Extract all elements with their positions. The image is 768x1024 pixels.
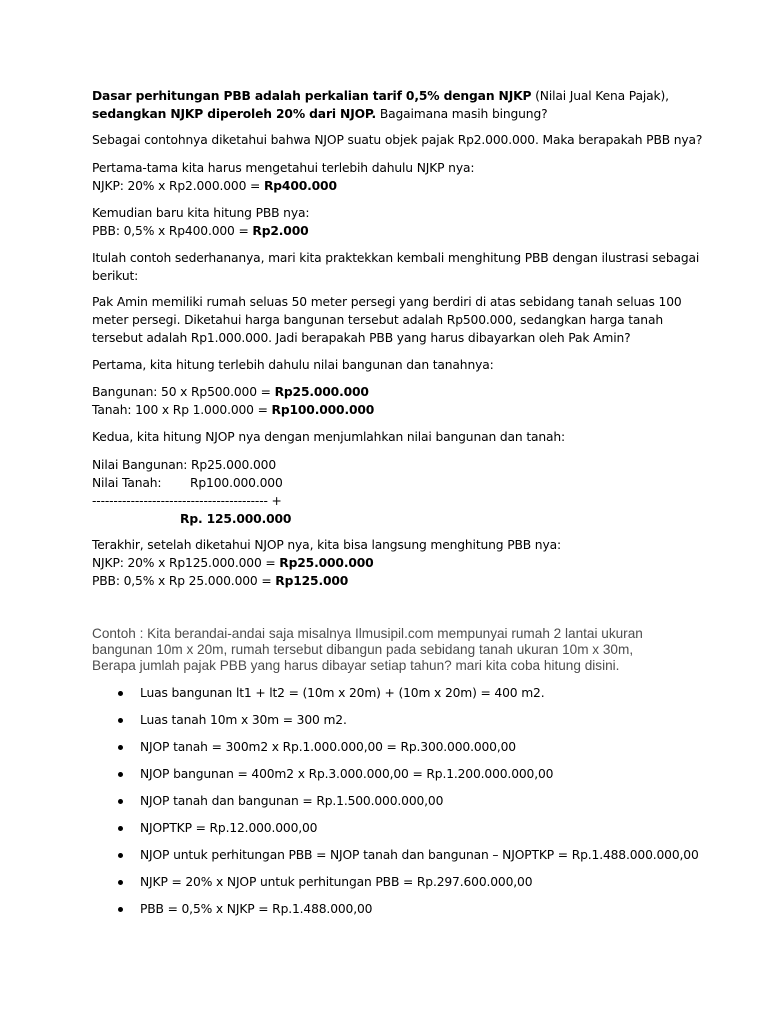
example-question (92, 131, 703, 149)
njkp-result: Rp400.000 (263, 179, 337, 193)
pak-amin-line-3: tersebut adalah Rp1.000.000. Jadi berapakah PBB yang harus dibayarkan oleh Pak Amin? (92, 331, 631, 345)
building-formula: Bangunan: 50 x Rp500.000 = (92, 385, 275, 399)
bullet-icon (118, 907, 123, 912)
final-step-intro: Terakhir, setelah diketahui NJOP nya, kita bisa langsung menghitung PBB nya: (92, 538, 561, 552)
sum-land-label: Nilai Tanah: (92, 476, 162, 490)
second-step-text: Kedua, kita hitung NJOP nya dengan menjumlahkan nilai bangunan dan tanah: (92, 430, 566, 444)
bullet-icon (118, 718, 123, 723)
final-pbb-formula: PBB: 0,5% x Rp 25.000.000 = (92, 574, 276, 588)
land-formula: Tanah: 100 x Rp 1.000.000 = (92, 403, 272, 417)
final-pbb-result: Rp125.000 (275, 574, 349, 588)
final-njkp-result: Rp25.000.000 (279, 556, 374, 570)
list-item: NJOP untuk perhitungan PBB = NJOP tanah dan bangunan – NJOPTKP = Rp.1.488.000.000,00 (92, 846, 712, 864)
final-step (92, 536, 692, 590)
intro-bold-2: sedangkan NJKP diperoleh 20% dari NJOP. (92, 107, 377, 121)
bullet-icon (118, 691, 123, 696)
bullet-icon (118, 880, 123, 885)
example-question-text: Sebagai contohnya diketahui bahwa NJOP suatu objek pajak Rp2.000.000. Maka berapakah PBB nya? (92, 133, 703, 147)
second-step (92, 428, 692, 446)
illustration-intro (92, 249, 700, 285)
pbb-step-intro: Kemudian baru kita hitung PBB nya: (92, 206, 310, 220)
bullet-icon (118, 745, 123, 750)
njkp-step (92, 159, 692, 195)
list-item: NJOP tanah = 300m2 x Rp.1.000.000,00 = Rp.300.000.000,00 (92, 738, 712, 756)
list-item: NJKP = 20% x NJOP untuk perhitungan PBB = Rp.297.600.000,00 (92, 873, 712, 891)
njkp-formula: NJKP: 20% x Rp2.000.000 = (92, 179, 264, 193)
pak-amin-case (92, 293, 692, 347)
intro-normal-2: Bagaimana masih bingung? (376, 107, 548, 121)
final-njkp-formula: NJKP: 20% x Rp125.000.000 = (92, 556, 280, 570)
sum-divider: ----------------------------------------- + (92, 494, 282, 508)
example-line-3: Berapa jumlah pajak PBB yang harus dibayar setiap tahun? mari kita coba hitung disini. (92, 658, 620, 673)
list-item: NJOP tanah dan bangunan = Rp.1.500.000.000,00 (92, 792, 712, 810)
pak-amin-line-2: meter persegi. Diketahui harga bangunan tersebut adalah Rp500.000, sedangkan harga tanah (92, 313, 663, 327)
example-line-1: Contoh : Kita berandai-andai saja misalnya Ilmusipil.com mempunyai rumah 2 lantai ukuran (92, 626, 643, 641)
bullet-icon (118, 853, 123, 858)
example-line-2: bangunan 10m x 20m, rumah tersebut dibangun pada sebidang tanah ukuran 10m x 30m, (92, 642, 634, 657)
building-result: Rp25.000.000 (274, 385, 369, 399)
building-land-values (92, 383, 692, 419)
illustration-intro-line-1: Itulah contoh sederhananya, mari kita praktekkan kembali menghitung PBB dengan ilustrasi sebagai (92, 251, 700, 265)
first-step-text: Pertama, kita hitung terlebih dahulu nilai bangunan dan tanahnya: (92, 358, 494, 372)
sum-land-value: Rp100.000.000 (190, 476, 283, 490)
example-paragraph (92, 626, 692, 674)
list-item: NJOP bangunan = 400m2 x Rp.3.000.000,00 = Rp.1.200.000.000,00 (92, 765, 712, 783)
list-item: PBB = 0,5% x NJKP = Rp.1.488.000,00 (92, 900, 712, 918)
pbb-formula: PBB: 0,5% x Rp400.000 = (92, 224, 253, 238)
intro-paragraph (92, 87, 692, 123)
intro-bold-1: Dasar perhitungan PBB adalah perkalian tarif 0,5% dengan NJKP (92, 89, 532, 103)
list-item: Luas tanah 10m x 30m = 300 m2. (92, 711, 712, 729)
bullet-icon (118, 826, 123, 831)
pbb-result: Rp2.000 (252, 224, 309, 238)
njop-sum (92, 456, 692, 528)
njkp-step-intro: Pertama-tama kita harus mengetahui terlebih dahulu NJKP nya: (92, 161, 475, 175)
pbb-step (92, 204, 692, 240)
sum-total: Rp. 125.000.000 (180, 512, 292, 526)
sum-building: Nilai Bangunan: Rp25.000.000 (92, 458, 276, 472)
land-result: Rp100.000.000 (271, 403, 375, 417)
first-step (92, 356, 692, 374)
bullet-icon (118, 799, 123, 804)
illustration-intro-line-2: berikut: (92, 269, 139, 283)
bullet-icon (118, 772, 123, 777)
pak-amin-line-1: Pak Amin memiliki rumah seluas 50 meter persegi yang berdiri di atas sebidang tanah seluas 100 (92, 295, 682, 309)
list-item: NJOPTKP = Rp.12.000.000,00 (92, 819, 712, 837)
intro-normal-1: (Nilai Jual Kena Pajak), (531, 89, 669, 103)
list-item: Luas bangunan lt1 + lt2 = (10m x 20m) + (10m x 20m) = 400 m2. (92, 684, 712, 702)
